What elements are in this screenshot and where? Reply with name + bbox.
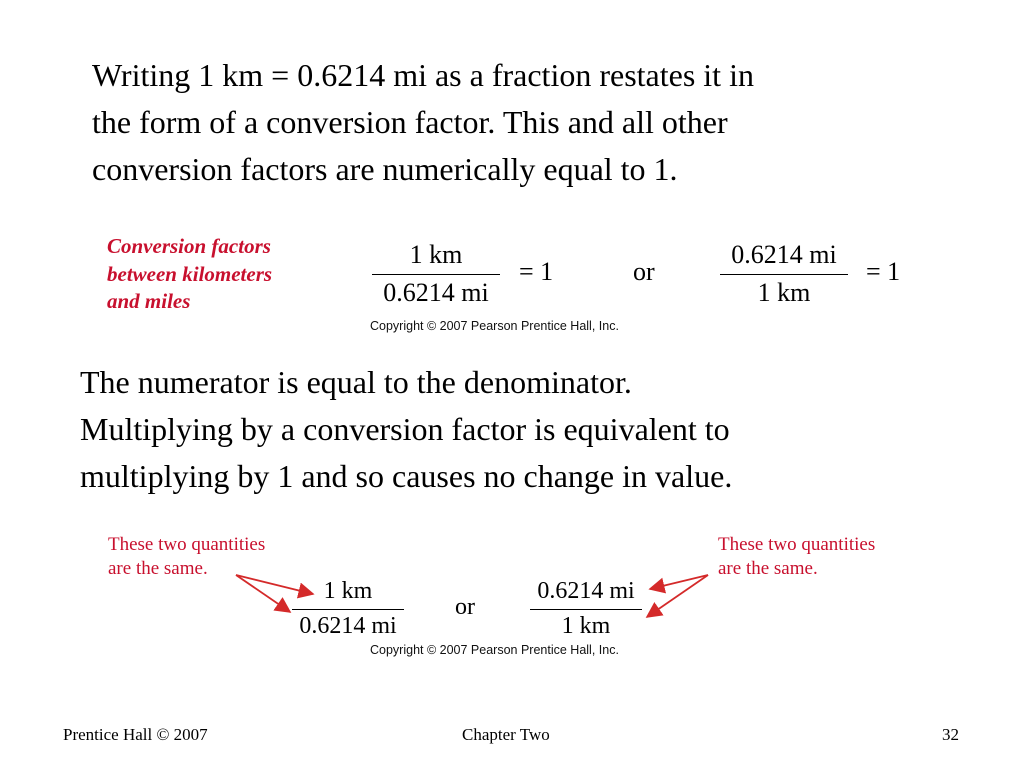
fraction-bar [292,609,404,610]
fraction-km-over-mi-2 [292,578,404,640]
caption-line-1: Conversion factors [107,234,271,258]
fraction-mi-over-km-2 [530,578,642,640]
explanation-line-3: multiplying by 1 and so causes no change in value. [80,458,733,494]
caption-line-3: and miles [107,289,191,313]
slide-number: 32 [942,725,959,744]
intro-line-1: Writing 1 km = 0.6214 mi as a fraction restates it in [92,57,754,93]
footer-chapter: Chapter Two [462,725,550,744]
caption-line-1: These two quantities [108,534,266,555]
fraction-denominator: 0.6214 mi [383,278,489,307]
copyright-notice: Copyright © 2007 Pearson Prentice Hall, Inc. [370,319,619,333]
copyright-notice-2: Copyright © 2007 Pearson Prentice Hall, Inc. [370,643,619,657]
fraction-denominator: 1 km [757,278,811,307]
footer-publisher: Prentice Hall © 2007 [63,725,208,744]
caption-line-1: These two quantities [718,534,876,555]
intro-line-2: the form of a conversion factor. This and all other [92,104,728,140]
caption-line-2: between kilometers [107,261,273,286]
or-connector: or [633,257,655,286]
fraction-denominator: 0.6214 mi [299,613,397,639]
fraction-bar [530,609,642,610]
caption-line-2: are the same. [108,557,208,579]
fraction-numerator: 0.6214 mi [731,240,837,269]
fraction-denominator: 1 km [561,613,611,639]
caption-line-2: are the same. [718,557,818,579]
equals-one-b: = 1 [866,257,901,286]
arrow-to-left-denominator [236,575,290,612]
fraction-numerator: 0.6214 mi [537,578,635,604]
equals-one-a: = 1 [519,257,554,286]
explanation-line-1: The numerator is equal to the denominator. [80,364,632,400]
fraction-numerator: 1 km [409,240,463,269]
explanation-line-2: Multiplying by a conversion factor is equivalent to [80,411,730,447]
or-connector-2: or [455,594,475,620]
fraction-numerator: 1 km [323,578,373,604]
arrow-to-right-denominator [647,575,708,617]
intro-line-3: conversion factors are numerically equal to 1. [92,151,678,187]
